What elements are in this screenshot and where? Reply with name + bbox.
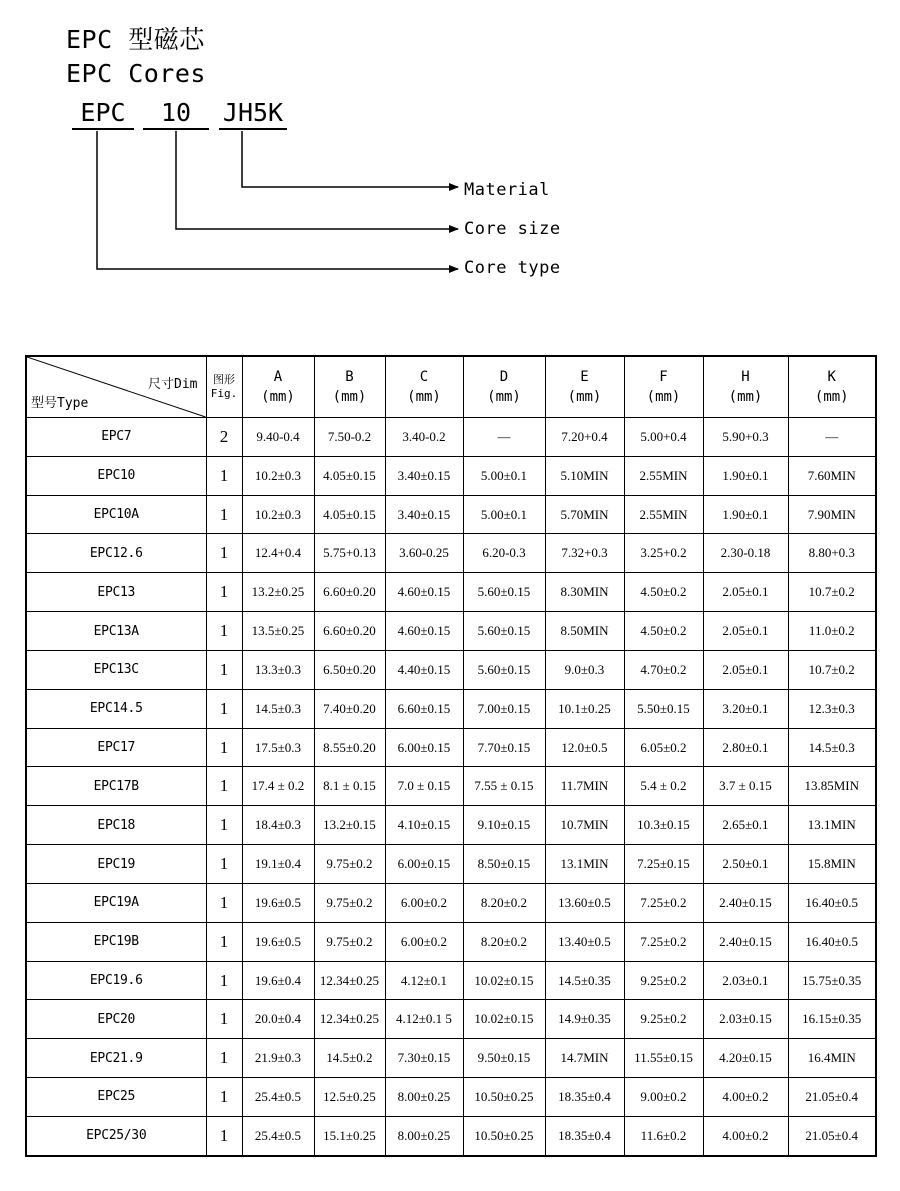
column-letter: D bbox=[499, 369, 509, 385]
dim-a-cell: 17.5±0.3 bbox=[242, 728, 314, 767]
dim-c-cell: 7.0 ± 0.15 bbox=[385, 767, 463, 806]
code-callout-diagram bbox=[0, 0, 900, 300]
dim-d-cell: 5.00±0.1 bbox=[463, 456, 545, 495]
callout-core-size-label: Core size bbox=[464, 219, 561, 239]
dim-c-cell: 6.00±0.2 bbox=[385, 922, 463, 961]
column-letter: B bbox=[345, 369, 354, 385]
dim-k-cell: 7.60MIN bbox=[788, 456, 876, 495]
table-header-row bbox=[26, 356, 876, 418]
fig-cell: 1 bbox=[206, 883, 242, 922]
dim-f-cell: 3.25+0.2 bbox=[624, 534, 703, 573]
dim-c-cell: 3.40±0.15 bbox=[385, 495, 463, 534]
dim-k-cell: 8.80+0.3 bbox=[788, 534, 876, 573]
dim-b-cell: 6.60±0.20 bbox=[314, 612, 385, 651]
type-cell: EPC14.5 bbox=[26, 689, 206, 728]
dim-f-cell: 4.50±0.2 bbox=[624, 612, 703, 651]
dim-e-cell: 9.0±0.3 bbox=[545, 650, 624, 689]
table-row bbox=[26, 534, 876, 573]
column-letter: C bbox=[419, 369, 429, 385]
dim-h-cell: 2.03±0.15 bbox=[703, 1000, 788, 1039]
type-cell: EPC25/30 bbox=[26, 1116, 206, 1156]
dim-k-cell: 10.7±0.2 bbox=[788, 650, 876, 689]
dim-k-cell: 7.90MIN bbox=[788, 495, 876, 534]
type-cell: EPC10 bbox=[26, 456, 206, 495]
dim-d-cell: 5.60±0.15 bbox=[463, 573, 545, 612]
dim-b-cell: 9.75±0.2 bbox=[314, 845, 385, 884]
dim-a-cell: 14.5±0.3 bbox=[242, 689, 314, 728]
dim-c-cell: 3.40±0.15 bbox=[385, 456, 463, 495]
fig-cell: 1 bbox=[206, 534, 242, 573]
type-cell: EPC7 bbox=[26, 418, 206, 457]
dim-d-cell: 10.02±0.15 bbox=[463, 961, 545, 1000]
dim-b-cell: 15.1±0.25 bbox=[314, 1116, 385, 1156]
fig-cell: 1 bbox=[206, 612, 242, 651]
fig-cell: 1 bbox=[206, 1039, 242, 1078]
dim-d-cell: 10.50±0.25 bbox=[463, 1078, 545, 1117]
dim-f-cell: 6.05±0.2 bbox=[624, 728, 703, 767]
dim-f-cell: 2.55MIN bbox=[624, 456, 703, 495]
dim-a-cell: 21.9±0.3 bbox=[242, 1039, 314, 1078]
dim-e-cell: 7.32+0.3 bbox=[545, 534, 624, 573]
dim-d-cell: 6.20-0.3 bbox=[463, 534, 545, 573]
dim-c-cell: 7.30±0.15 bbox=[385, 1039, 463, 1078]
dim-b-cell: 13.2±0.15 bbox=[314, 806, 385, 845]
dim-f-cell: 7.25±0.15 bbox=[624, 845, 703, 884]
dim-a-cell: 9.40-0.4 bbox=[242, 418, 314, 457]
dim-h-cell: 2.05±0.1 bbox=[703, 650, 788, 689]
dim-c-cell: 4.10±0.15 bbox=[385, 806, 463, 845]
dim-h-cell: 1.90±0.1 bbox=[703, 456, 788, 495]
table-row bbox=[26, 650, 876, 689]
fig-cell: 1 bbox=[206, 845, 242, 884]
epc-dimensions-table bbox=[25, 355, 877, 1157]
table-row bbox=[26, 728, 876, 767]
type-cell: EPC17B bbox=[26, 767, 206, 806]
dim-b-cell: 8.55±0.20 bbox=[314, 728, 385, 767]
dim-d-cell: 7.55 ± 0.15 bbox=[463, 767, 545, 806]
dim-d-cell: 7.70±0.15 bbox=[463, 728, 545, 767]
dim-f-cell: 5.50±0.15 bbox=[624, 689, 703, 728]
dim-f-cell: 9.25±0.2 bbox=[624, 1000, 703, 1039]
dim-e-cell: 13.60±0.5 bbox=[545, 883, 624, 922]
dim-k-cell: 16.15±0.35 bbox=[788, 1000, 876, 1039]
column-unit: (mm) bbox=[332, 389, 367, 405]
dim-d-cell: 5.60±0.15 bbox=[463, 612, 545, 651]
dim-c-cell: 4.60±0.15 bbox=[385, 573, 463, 612]
dim-k-cell: 15.75±0.35 bbox=[788, 961, 876, 1000]
dim-k-cell: 15.8MIN bbox=[788, 845, 876, 884]
column-unit: (mm) bbox=[728, 389, 763, 405]
dim-f-cell: 10.3±0.15 bbox=[624, 806, 703, 845]
dim-e-cell: 5.70MIN bbox=[545, 495, 624, 534]
dim-b-cell: 5.75+0.13 bbox=[314, 534, 385, 573]
table-row bbox=[26, 961, 876, 1000]
dim-a-cell: 19.1±0.4 bbox=[242, 845, 314, 884]
dim-d-cell: 8.20±0.2 bbox=[463, 883, 545, 922]
type-cell: EPC19 bbox=[26, 845, 206, 884]
dim-f-cell: 9.00±0.2 bbox=[624, 1078, 703, 1117]
type-cell: EPC19B bbox=[26, 922, 206, 961]
dim-e-cell: 14.9±0.35 bbox=[545, 1000, 624, 1039]
column-letter: F bbox=[659, 369, 668, 385]
dim-c-cell: 4.40±0.15 bbox=[385, 650, 463, 689]
table-row bbox=[26, 418, 876, 457]
dim-h-cell: 2.03±0.1 bbox=[703, 961, 788, 1000]
dim-k-cell: 13.85MIN bbox=[788, 767, 876, 806]
table-row bbox=[26, 922, 876, 961]
dim-d-cell: — bbox=[463, 418, 545, 457]
dim-f-cell: 4.70±0.2 bbox=[624, 650, 703, 689]
dim-c-cell: 3.60-0.25 bbox=[385, 534, 463, 573]
dim-h-cell: 2.80±0.1 bbox=[703, 728, 788, 767]
dim-h-cell: 2.05±0.1 bbox=[703, 573, 788, 612]
column-header-d bbox=[463, 356, 545, 418]
dim-e-cell: 5.10MIN bbox=[545, 456, 624, 495]
column-header-e bbox=[545, 356, 624, 418]
column-header-a bbox=[242, 356, 314, 418]
corner-dim-label: 尺寸Dim bbox=[148, 377, 198, 392]
fig-header-cn: 图形 bbox=[213, 373, 235, 386]
dim-f-cell: 9.25±0.2 bbox=[624, 961, 703, 1000]
dim-b-cell: 6.60±0.20 bbox=[314, 573, 385, 612]
fig-cell: 2 bbox=[206, 418, 242, 457]
fig-cell: 1 bbox=[206, 922, 242, 961]
type-cell: EPC20 bbox=[26, 1000, 206, 1039]
column-header-c bbox=[385, 356, 463, 418]
dim-h-cell: 4.20±0.15 bbox=[703, 1039, 788, 1078]
dim-e-cell: 13.40±0.5 bbox=[545, 922, 624, 961]
dim-a-cell: 17.4 ± 0.2 bbox=[242, 767, 314, 806]
dim-h-cell: 4.00±0.2 bbox=[703, 1078, 788, 1117]
dim-a-cell: 13.2±0.25 bbox=[242, 573, 314, 612]
type-cell: EPC25 bbox=[26, 1078, 206, 1117]
dim-a-cell: 18.4±0.3 bbox=[242, 806, 314, 845]
dim-h-cell: 3.20±0.1 bbox=[703, 689, 788, 728]
dim-k-cell: 21.05±0.4 bbox=[788, 1078, 876, 1117]
corner-header-cell bbox=[26, 356, 206, 418]
dim-a-cell: 13.5±0.25 bbox=[242, 612, 314, 651]
dim-a-cell: 10.2±0.3 bbox=[242, 456, 314, 495]
dim-d-cell: 7.00±0.15 bbox=[463, 689, 545, 728]
dim-e-cell: 8.30MIN bbox=[545, 573, 624, 612]
dim-c-cell: 4.60±0.15 bbox=[385, 612, 463, 651]
fig-cell: 1 bbox=[206, 1078, 242, 1117]
dim-a-cell: 20.0±0.4 bbox=[242, 1000, 314, 1039]
material-callout-arrow bbox=[242, 131, 458, 187]
table-row bbox=[26, 612, 876, 651]
column-header-h bbox=[703, 356, 788, 418]
dim-h-cell: 2.65±0.1 bbox=[703, 806, 788, 845]
dim-k-cell: 13.1MIN bbox=[788, 806, 876, 845]
fig-header-en: Fig. bbox=[210, 387, 238, 400]
dim-k-cell: 11.0±0.2 bbox=[788, 612, 876, 651]
dim-c-cell: 6.00±0.15 bbox=[385, 728, 463, 767]
dim-f-cell: 7.25±0.2 bbox=[624, 883, 703, 922]
column-letter: H bbox=[741, 369, 750, 385]
fig-cell: 1 bbox=[206, 689, 242, 728]
dim-e-cell: 12.0±0.5 bbox=[545, 728, 624, 767]
dim-h-cell: 2.40±0.15 bbox=[703, 922, 788, 961]
dim-f-cell: 5.00+0.4 bbox=[624, 418, 703, 457]
column-letter: A bbox=[273, 369, 283, 385]
dim-h-cell: 2.05±0.1 bbox=[703, 612, 788, 651]
column-header-b bbox=[314, 356, 385, 418]
dim-h-cell: 4.00±0.2 bbox=[703, 1116, 788, 1156]
dim-c-cell: 6.00±0.15 bbox=[385, 845, 463, 884]
code-material: JH5K bbox=[219, 98, 287, 130]
table-row bbox=[26, 767, 876, 806]
type-cell: EPC13 bbox=[26, 573, 206, 612]
dim-a-cell: 19.6±0.4 bbox=[242, 961, 314, 1000]
dim-h-cell: 2.50±0.1 bbox=[703, 845, 788, 884]
fig-cell: 1 bbox=[206, 495, 242, 534]
dim-k-cell: 16.40±0.5 bbox=[788, 883, 876, 922]
dim-d-cell: 9.50±0.15 bbox=[463, 1039, 545, 1078]
dim-e-cell: 14.5±0.35 bbox=[545, 961, 624, 1000]
dim-d-cell: 10.02±0.15 bbox=[463, 1000, 545, 1039]
code-core-size: 10 bbox=[143, 98, 209, 130]
dim-b-cell: 8.1 ± 0.15 bbox=[314, 767, 385, 806]
table-row bbox=[26, 883, 876, 922]
dim-b-cell: 7.50-0.2 bbox=[314, 418, 385, 457]
table-row bbox=[26, 573, 876, 612]
dim-d-cell: 8.50±0.15 bbox=[463, 845, 545, 884]
type-cell: EPC19.6 bbox=[26, 961, 206, 1000]
table-row bbox=[26, 806, 876, 845]
table-row bbox=[26, 1039, 876, 1078]
dim-c-cell: 8.00±0.25 bbox=[385, 1078, 463, 1117]
dim-b-cell: 14.5±0.2 bbox=[314, 1039, 385, 1078]
dim-k-cell: 16.40±0.5 bbox=[788, 922, 876, 961]
dim-a-cell: 19.6±0.5 bbox=[242, 922, 314, 961]
dim-b-cell: 7.40±0.20 bbox=[314, 689, 385, 728]
fig-cell: 1 bbox=[206, 1000, 242, 1039]
callout-core-type-label: Core type bbox=[464, 258, 561, 278]
dim-f-cell: 2.55MIN bbox=[624, 495, 703, 534]
dim-h-cell: 5.90+0.3 bbox=[703, 418, 788, 457]
fig-cell: 1 bbox=[206, 767, 242, 806]
column-unit: (mm) bbox=[487, 389, 521, 405]
table-row bbox=[26, 456, 876, 495]
dim-b-cell: 12.5±0.25 bbox=[314, 1078, 385, 1117]
dim-c-cell: 8.00±0.25 bbox=[385, 1116, 463, 1156]
column-header-k bbox=[788, 356, 876, 418]
dim-a-cell: 19.6±0.5 bbox=[242, 883, 314, 922]
table-body bbox=[26, 418, 876, 1157]
fig-cell: 1 bbox=[206, 806, 242, 845]
dim-k-cell: — bbox=[788, 418, 876, 457]
dim-d-cell: 5.00±0.1 bbox=[463, 495, 545, 534]
title-english: EPC Cores bbox=[66, 59, 206, 88]
dim-f-cell: 7.25±0.2 bbox=[624, 922, 703, 961]
dim-a-cell: 12.4+0.4 bbox=[242, 534, 314, 573]
column-unit: (mm) bbox=[646, 389, 681, 405]
code-core-type: EPC bbox=[72, 98, 134, 130]
table-row bbox=[26, 845, 876, 884]
dim-a-cell: 25.4±0.5 bbox=[242, 1078, 314, 1117]
dim-e-cell: 13.1MIN bbox=[545, 845, 624, 884]
column-letter: K bbox=[827, 369, 836, 385]
dim-f-cell: 11.55±0.15 bbox=[624, 1039, 703, 1078]
dim-b-cell: 4.05±0.15 bbox=[314, 495, 385, 534]
dim-a-cell: 25.4±0.5 bbox=[242, 1116, 314, 1156]
fig-cell: 1 bbox=[206, 573, 242, 612]
dim-k-cell: 12.3±0.3 bbox=[788, 689, 876, 728]
dim-b-cell: 12.34±0.25 bbox=[314, 1000, 385, 1039]
dim-d-cell: 8.20±0.2 bbox=[463, 922, 545, 961]
dim-f-cell: 5.4 ± 0.2 bbox=[624, 767, 703, 806]
type-cell: EPC19A bbox=[26, 883, 206, 922]
dim-c-cell: 4.12±0.1 bbox=[385, 961, 463, 1000]
dim-h-cell: 2.40±0.15 bbox=[703, 883, 788, 922]
fig-cell: 1 bbox=[206, 961, 242, 1000]
dim-b-cell: 6.50±0.20 bbox=[314, 650, 385, 689]
dim-c-cell: 4.12±0.1 5 bbox=[385, 1000, 463, 1039]
column-unit: (mm) bbox=[261, 389, 295, 405]
dim-h-cell: 2.30-0.18 bbox=[703, 534, 788, 573]
dim-d-cell: 5.60±0.15 bbox=[463, 650, 545, 689]
dim-f-cell: 4.50±0.2 bbox=[624, 573, 703, 612]
dim-k-cell: 16.4MIN bbox=[788, 1039, 876, 1078]
dim-e-cell: 14.7MIN bbox=[545, 1039, 624, 1078]
dim-c-cell: 3.40-0.2 bbox=[385, 418, 463, 457]
column-letter: E bbox=[580, 369, 589, 385]
dim-e-cell: 8.50MIN bbox=[545, 612, 624, 651]
table-row bbox=[26, 689, 876, 728]
dim-e-cell: 18.35±0.4 bbox=[545, 1078, 624, 1117]
dim-b-cell: 4.05±0.15 bbox=[314, 456, 385, 495]
dim-e-cell: 11.7MIN bbox=[545, 767, 624, 806]
type-cell: EPC13C bbox=[26, 650, 206, 689]
table-row bbox=[26, 1116, 876, 1156]
dim-b-cell: 9.75±0.2 bbox=[314, 883, 385, 922]
fig-cell: 1 bbox=[206, 456, 242, 495]
type-cell: EPC12.6 bbox=[26, 534, 206, 573]
column-header-f bbox=[624, 356, 703, 418]
type-cell: EPC10A bbox=[26, 495, 206, 534]
core-type-callout-arrow bbox=[97, 131, 458, 269]
dim-e-cell: 10.7MIN bbox=[545, 806, 624, 845]
title-chinese: EPC 型磁芯 bbox=[66, 25, 205, 54]
table-row bbox=[26, 1078, 876, 1117]
type-cell: EPC18 bbox=[26, 806, 206, 845]
dim-k-cell: 10.7±0.2 bbox=[788, 573, 876, 612]
dim-e-cell: 10.1±0.25 bbox=[545, 689, 624, 728]
column-unit: (mm) bbox=[567, 389, 602, 405]
fig-column-header bbox=[206, 356, 242, 418]
dim-b-cell: 12.34±0.25 bbox=[314, 961, 385, 1000]
dim-k-cell: 21.05±0.4 bbox=[788, 1116, 876, 1156]
type-cell: EPC13A bbox=[26, 612, 206, 651]
table-row bbox=[26, 1000, 876, 1039]
dim-d-cell: 10.50±0.25 bbox=[463, 1116, 545, 1156]
dim-e-cell: 7.20+0.4 bbox=[545, 418, 624, 457]
dim-k-cell: 14.5±0.3 bbox=[788, 728, 876, 767]
dim-c-cell: 6.60±0.15 bbox=[385, 689, 463, 728]
corner-type-label: 型号Type bbox=[31, 396, 89, 411]
type-cell: EPC17 bbox=[26, 728, 206, 767]
fig-cell: 1 bbox=[206, 1116, 242, 1156]
dim-a-cell: 13.3±0.3 bbox=[242, 650, 314, 689]
dim-a-cell: 10.2±0.3 bbox=[242, 495, 314, 534]
dim-b-cell: 9.75±0.2 bbox=[314, 922, 385, 961]
dim-e-cell: 18.35±0.4 bbox=[545, 1116, 624, 1156]
type-cell: EPC21.9 bbox=[26, 1039, 206, 1078]
dim-h-cell: 3.7 ± 0.15 bbox=[703, 767, 788, 806]
column-unit: (mm) bbox=[814, 389, 849, 405]
callout-material-label: Material bbox=[464, 180, 550, 200]
fig-cell: 1 bbox=[206, 728, 242, 767]
column-unit: (mm) bbox=[407, 389, 441, 405]
dim-d-cell: 9.10±0.15 bbox=[463, 806, 545, 845]
dim-c-cell: 6.00±0.2 bbox=[385, 883, 463, 922]
dim-f-cell: 11.6±0.2 bbox=[624, 1116, 703, 1156]
fig-cell: 1 bbox=[206, 650, 242, 689]
core-size-callout-arrow bbox=[176, 131, 458, 229]
table-row bbox=[26, 495, 876, 534]
dim-h-cell: 1.90±0.1 bbox=[703, 495, 788, 534]
